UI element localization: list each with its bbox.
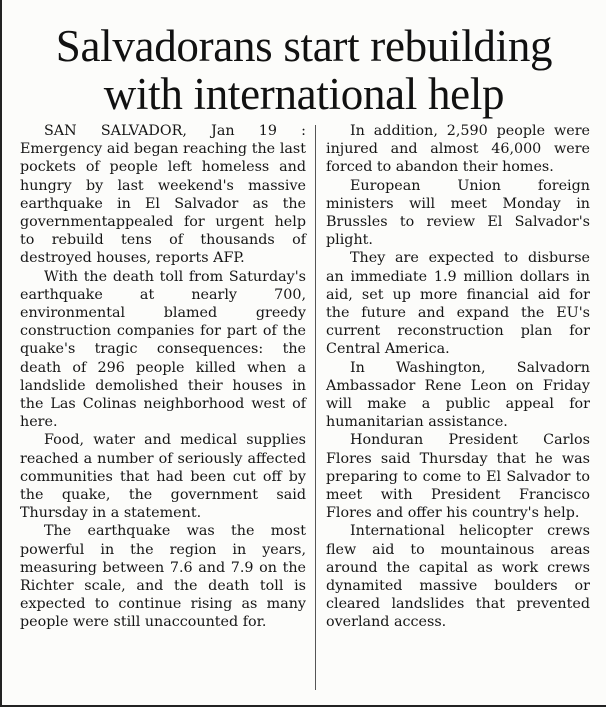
paragraph: The earthquake was the most powerful in the region in years, measuring between 7.6 and 7.9 on the Richter scale, and the death toll is expected to continue rising as many people were still unaccounted for. bbox=[20, 523, 306, 631]
paragraph: Honduran President Carlos Flores said Thursday that he was preparing to come to El Salvador to meet with President Francisco Flores and offer his country's help. bbox=[326, 432, 590, 522]
paragraph: International helicopter crews flew aid to mountainous areas around the capital as work crews dynamited massive boulders or cleared landslides that prevented overland access. bbox=[326, 523, 590, 631]
article-column-right bbox=[326, 122, 590, 632]
paragraph: In addition, 2,590 people were injured and almost 46,000 were forced to abandon their homes. bbox=[326, 123, 590, 176]
article-column-left bbox=[20, 122, 306, 632]
paragraph: With the death toll from Saturday's earthquake at nearly 700, environmental blamed greedy construction companies for part of the quake's tragic consequences: the death of 296 people killed when a landslide demolished their houses in the Las Colinas neighborhood west of here. bbox=[20, 268, 306, 431]
paragraph: European Union foreign ministers will meet Monday in Brussles to review El Salvador's plight. bbox=[326, 177, 590, 249]
headline-line-1: Salvadorans start rebuilding bbox=[55, 21, 553, 71]
paragraph: In Washington, Salvadorn Ambassador Rene Leon on Friday will make a public appeal for humanitarian assistance. bbox=[326, 359, 590, 431]
headline-line-2: with international help bbox=[103, 69, 505, 119]
paragraph: They are expected to disburse an immediate 1.9 million dollars in aid, set up more financial aid for the future and expand the EU's current reconstruction plan for Central America. bbox=[326, 250, 590, 358]
paragraph: Food, water and medical supplies reached a number of seriously affected communities that had been cut off by the quake, the government said Thursday in a statement. bbox=[20, 432, 306, 522]
headline bbox=[8, 22, 600, 118]
column-divider bbox=[315, 125, 316, 690]
paragraph: SAN SALVADOR, Jan 19 : Emergency aid began reaching the last pockets of people left homeless and hungry by last weekend's massive earthquake in El Salvador as the governmentappealed for urgent help to rebuild tens of thousands of destroyed houses, reports AFP. bbox=[20, 123, 306, 267]
